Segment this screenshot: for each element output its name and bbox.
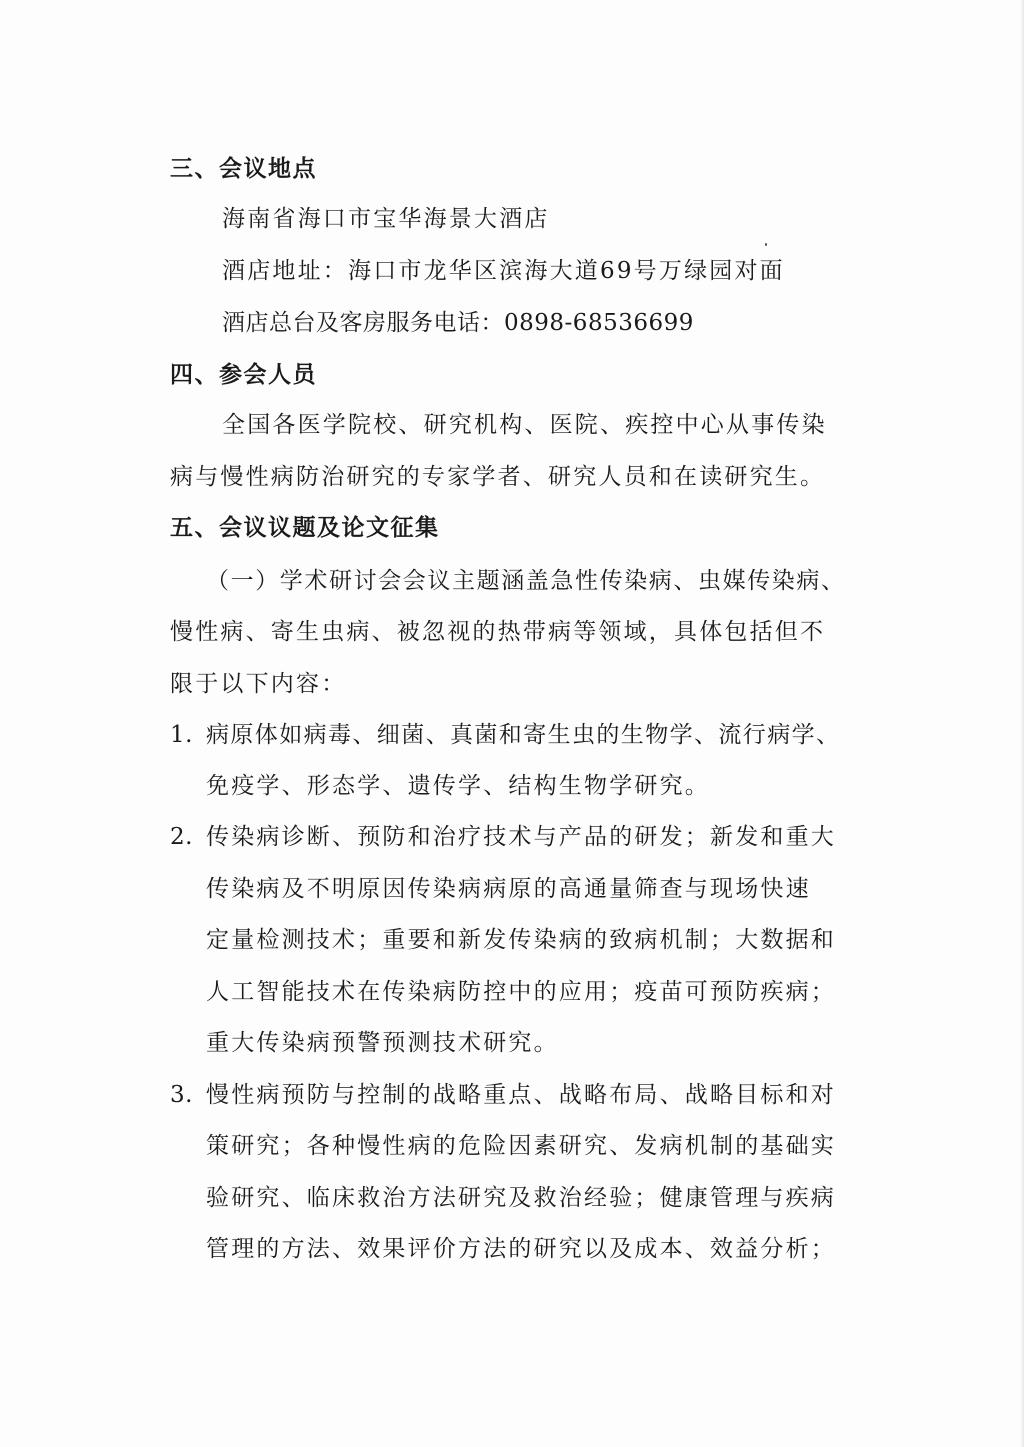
venue-hotel-address: 酒店地址：海口市龙华区滨海大道69号万绿园对面 [222,258,785,284]
section-heading-attendees: 四、参会人员 [170,362,317,388]
section-heading-venue: 三、会议地点 [170,156,317,182]
topics-intro-line: 慢性病、寄生虫病、被忽视的热带病等领域，具体包括但不 [170,619,826,645]
attendees-text-line: 病与慢性病防治研究的专家学者、研究人员和在读研究生。 [170,464,826,490]
list-item-text-line: 策研究；各种慢性病的危险因素研究、发病机制的基础实 [206,1133,836,1159]
scan-edge-shadow [1020,0,1024,1447]
list-item-text-line: 慢性病预防与控制的战略重点、战略布局、战略目标和对 [206,1082,836,1108]
list-item-number: 1. [170,722,193,748]
venue-hotel-phone: 酒店总台及客房服务电话：0898-68536699 [222,310,694,336]
list-item-text-line: 定量检测技术；重要和新发传染病的致病机制；大数据和 [206,927,836,953]
list-item-text-line: 病原体如病毒、细菌、真菌和寄生虫的生物学、流行病学、 [206,722,841,748]
attendees-text-line: 全国各医学院校、研究机构、医院、疾控中心从事传染 [222,412,827,438]
topics-intro-line: （一）学术研讨会会议主题涵盖急性传染病、虫媒传染病、 [206,568,846,594]
list-item-text-line: 传染病及不明原因传染病病原的高通量筛查与现场快速 [206,876,811,902]
list-item-text-line: 传染病诊断、预防和治疗技术与产品的研发；新发和重大 [206,824,836,850]
list-item-text-line: 免疫学、形态学、遗传学、结构生物学研究。 [206,773,710,799]
list-item-text-line: 管理的方法、效果评价方法的研究以及成本、效益分析； [206,1236,836,1262]
topics-intro-line: 限于以下内容： [170,671,347,697]
list-item-text-line: 重大传染病预警预测技术研究。 [206,1030,559,1056]
scan-speck [765,243,767,246]
list-item-number: 2. [170,824,193,850]
section-heading-topics: 五、会议议题及论文征集 [170,515,440,541]
list-item-text-line: 验研究、临床救治方法研究及救治经验；健康管理与疾病 [206,1185,836,1211]
list-item-text-line: 人工智能技术在传染病防控中的应用；疫苗可预防疾病； [206,979,836,1005]
list-item-number: 3. [170,1082,193,1108]
venue-hotel-name: 海南省海口市宝华海景大酒店 [222,206,550,232]
